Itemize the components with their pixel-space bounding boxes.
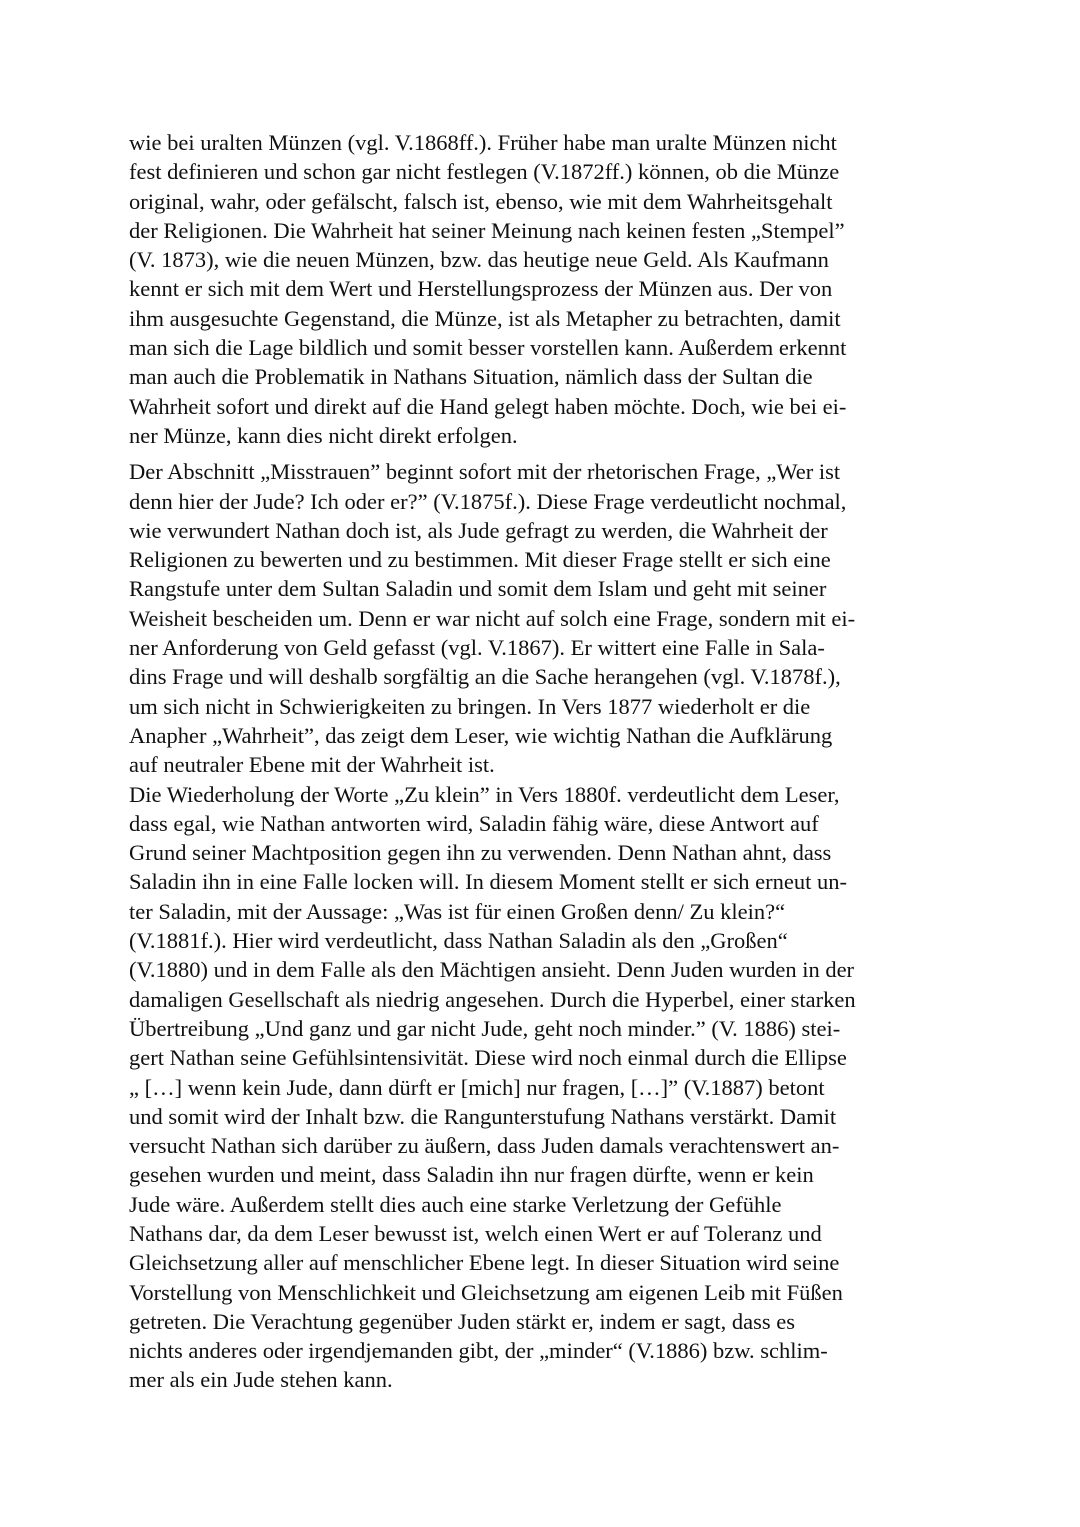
paragraph (129, 780, 959, 1395)
text-line: und somit wird der Inhalt bzw. die Rangunterstufung Nathans verstärkt. Damit (129, 1103, 837, 1129)
text-line: Saladin ihn in eine Falle locken will. In diesem Moment stellt er sich erneut un- (129, 869, 847, 895)
text-line: getreten. Die Verachtung gegenüber Juden stärkt er, indem er sagt, dass es (129, 1308, 795, 1334)
text-line: wie verwundert Nathan doch ist, als Jude gefragt zu werden, die Wahrheit der (129, 517, 828, 543)
text-line: Der Abschnitt „Misstrauen” beginnt sofort mit der rhetorischen Frage, „Wer ist (129, 459, 841, 485)
text-line: gesehen wurden und meint, dass Saladin ihn nur fragen dürfte, wenn er kein (129, 1162, 814, 1188)
text-line: dass egal, wie Nathan antworten wird, Saladin fähig wäre, diese Antwort auf (129, 810, 819, 836)
text-line: ner Anforderung von Geld gefasst (vgl. V.1867). Er wittert eine Falle in Sala- (129, 635, 825, 661)
text-line: Grund seiner Machtposition gegen ihn zu verwenden. Denn Nathan ahnt, dass (129, 840, 832, 866)
text-line: mer als ein Jude stehen kann. (129, 1367, 393, 1393)
text-line: ihm ausgesuchte Gegenstand, die Münze, ist als Metapher zu betrachten, damit (129, 305, 841, 331)
text-line: um sich nicht in Schwierigkeiten zu bringen. In Vers 1877 wiederholt er die (129, 693, 811, 719)
text-line: ner Münze, kann dies nicht direkt erfolgen. (129, 422, 518, 448)
paragraph (129, 457, 959, 779)
text-line: fest definieren und schon gar nicht festlegen (V.1872ff.) können, ob die Münze (129, 159, 840, 185)
text-line: Wahrheit sofort und direkt auf die Hand gelegt haben möchte. Doch, wie bei ei- (129, 393, 847, 419)
paragraph (129, 128, 959, 450)
text-line: Rangstufe unter dem Sultan Saladin und somit dem Islam und geht mit seiner (129, 576, 827, 602)
text-line: damaligen Gesellschaft als niedrig angesehen. Durch die Hyperbel, einer starken (129, 986, 856, 1012)
text-line: denn hier der Jude? Ich oder er?” (V.1875f.). Diese Frage verdeutlicht nochmal, (129, 488, 847, 514)
text-line: ter Saladin, mit der Aussage: „Was ist für einen Großen denn/ Zu klein?“ (129, 898, 786, 924)
text-line: Übertreibung „Und ganz und gar nicht Jude, geht noch minder.” (V. 1886) stei- (129, 1015, 841, 1041)
text-line: man sich die Lage bildlich und somit besser vorstellen kann. Außerdem erkennt (129, 335, 847, 361)
text-line: „ […] wenn kein Jude, dann dürft er [mich] nur fragen, […]” (V.1887) betont (129, 1074, 825, 1100)
text-line: Vorstellung von Menschlichkeit und Gleichsetzung am eigenen Leib mit Füßen (129, 1279, 843, 1305)
text-line: Gleichsetzung aller auf menschlicher Ebene legt. In dieser Situation wird seine (129, 1250, 840, 1276)
text-line: Jude wäre. Außerdem stellt dies auch eine starke Verletzung der Gefühle (129, 1191, 782, 1217)
text-line: dins Frage und will deshalb sorgfältig an die Sache herangehen (vgl. V.1878f.), (129, 664, 841, 690)
text-line: man auch die Problematik in Nathans Situation, nämlich dass der Sultan die (129, 364, 813, 390)
text-line: (V.1880) und in dem Falle als den Mächtigen ansieht. Denn Juden wurden in der (129, 957, 855, 983)
text-line: Anapher „Wahrheit”, das zeigt dem Leser, wie wichtig Nathan die Aufklärung (129, 722, 833, 748)
text-line: gert Nathan seine Gefühlsintensivität. Diese wird noch einmal durch die Ellipse (129, 1045, 847, 1071)
text-line: Die Wiederholung der Worte „Zu klein” in Vers 1880f. verdeutlicht dem Leser, (129, 781, 840, 807)
text-line: der Religionen. Die Wahrheit hat seiner Meinung nach keinen festen „Stempel” (129, 217, 845, 243)
text-line: wie bei uralten Münzen (vgl. V.1868ff.). Früher habe man uralte Münzen nicht (129, 130, 837, 155)
text-line: Religionen zu bewerten und zu bestimmen. Mit dieser Frage stellt er sich eine (129, 547, 831, 573)
text-line: nichts anderes oder irgendjemanden gibt, der „minder“ (V.1886) bzw. schlim- (129, 1338, 828, 1364)
text-line: kennt er sich mit dem Wert und Herstellungsprozess der Münzen aus. Der von (129, 276, 833, 302)
text-line: Nathans dar, da dem Leser bewusst ist, welch einen Wert er auf Toleranz und (129, 1220, 822, 1246)
text-line: auf neutraler Ebene mit der Wahrheit ist. (129, 752, 495, 778)
text-line: (V.1881f.). Hier wird verdeutlicht, dass Nathan Saladin als den „Großen“ (129, 928, 788, 954)
text-line: original, wahr, oder gefälscht, falsch ist, ebenso, wie mit dem Wahrheitsgehalt (129, 188, 833, 214)
text-line: versucht Nathan sich darüber zu äußern, dass Juden damals verachtenswert an- (129, 1133, 840, 1159)
document-page (129, 128, 959, 1395)
text-line: (V. 1873), wie die neuen Münzen, bzw. das heutige neue Geld. Als Kaufmann (129, 247, 829, 273)
text-line: Weisheit bescheiden um. Denn er war nicht auf solch eine Frage, sondern mit ei- (129, 605, 856, 631)
